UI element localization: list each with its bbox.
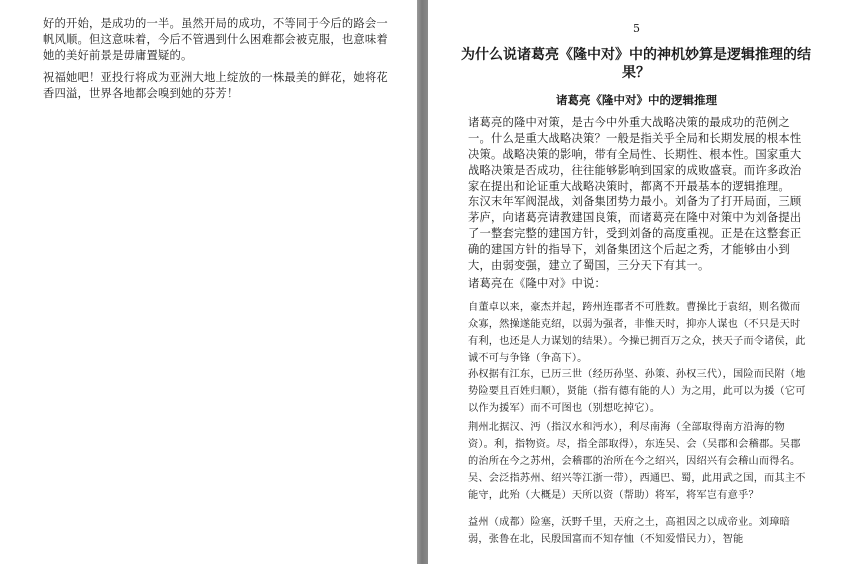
paragraph-text: 好的开始，是成功的一半。虽然开局的成功，不等同于今后的路会一帆风顺。但这意味着，今后不管遇到什么困难都会被克服，也意味着她的美好前景是毋庸置疑的。 (43, 17, 388, 62)
quote-text: 自董卓以来，豪杰并起，跨州连郡者不可胜数。曹操比于袁绍，则名微而众寡，然操遂能克绍，以弱为强者，非惟天时，抑亦人谋也（不只是天时有利，也还是人力谋划的结果）。今操已拥百万之众，挟天子而令诸侯，此诚不可与争锋（争高下）。 (468, 302, 806, 364)
quote-block-1 (468, 299, 808, 367)
quote-block-3 (468, 419, 808, 504)
paragraph-text: 诸葛亮在《隆中对》中说： (468, 277, 606, 290)
chapter-title: 为什么说诸葛亮《隆中对》中的神机妙算是逻辑推理的结果？ (461, 47, 811, 81)
section-subtitle: 诸葛亮《隆中对》中的逻辑推理 (556, 93, 717, 107)
left-page (0, 0, 417, 564)
paragraph-text: 祝福她吧！亚投行将成为亚洲大地上绽放的一株最美的鲜花，她将花香四溢，世界各地都会嗅到她的芬芳！ (43, 71, 388, 100)
page-number: 5 (633, 22, 640, 35)
right-page (428, 0, 845, 564)
quote-text: 益州（成都）险塞，沃野千里，天府之土，高祖因之以成帝业。刘璋暗弱，张鲁在北，民殷国富而不知存恤（不知爱惜民力），智能 (468, 517, 791, 545)
left-paragraph-1 (43, 16, 395, 64)
quote-block-2 (468, 366, 808, 417)
right-paragraph-1 (468, 115, 808, 195)
right-paragraph-2 (468, 194, 808, 274)
paragraph-text: 诸葛亮的隆中对策，是古今中外重大战略决策的最成功的范例之一。什么是重大战略决策？一般是指关乎全局和长期发展的根本性决策。战略决策的影响，带有全局性、长期性、根本性。国家重大战略决策是否成功，往往能够影响到国家的成败盛衰。而许多政治家在提出和论证重大战略决策时，都离不开最基本的逻辑推理。 (468, 116, 802, 193)
right-paragraph-3 (468, 276, 808, 292)
paragraph-text: 东汉末年军阀混战，刘备集团势力最小。刘备为了打开局面，三顾茅庐，向诸葛亮请教建国良策，而诸葛亮在隆中对策中为刘备提出了一整套完整的建国方针，受到刘备的高度重视。正是在这整套正确的建国方针的指导下，刘备集团这个后起之秀，才能够由小到大，由弱变强，建立了蜀国，三分天下有其一。 (468, 195, 802, 272)
quote-text: 荆州北据汉、沔（指汉水和沔水），利尽南海（全部取得南方沿海的物资）。利，指物资。尽，指全部取得），东连吴、会（吴郡和会稽郡。吴郡的治所在今之苏州，会稽郡的治所在今之绍兴，因绍兴有会稽山而得名。吴、会泛指苏州、绍兴等江浙一带），西通巴、蜀，此用武之国，而其主不能守，此殆（大概是）天所以资（帮助）将军，将军岂有意乎？ (468, 422, 806, 501)
quote-block-4 (468, 514, 808, 548)
page-gutter (417, 0, 428, 564)
left-paragraph-2 (43, 70, 395, 102)
quote-text: 孙权据有江东，已历三世（经历孙坚、孙策、孙权三代），国险而民附（地势险要且百姓归顺），贤能（指有德有能的人）为之用，此可以为援（它可以作为援军）而不可图也（别想吃掉它）。 (468, 369, 806, 414)
